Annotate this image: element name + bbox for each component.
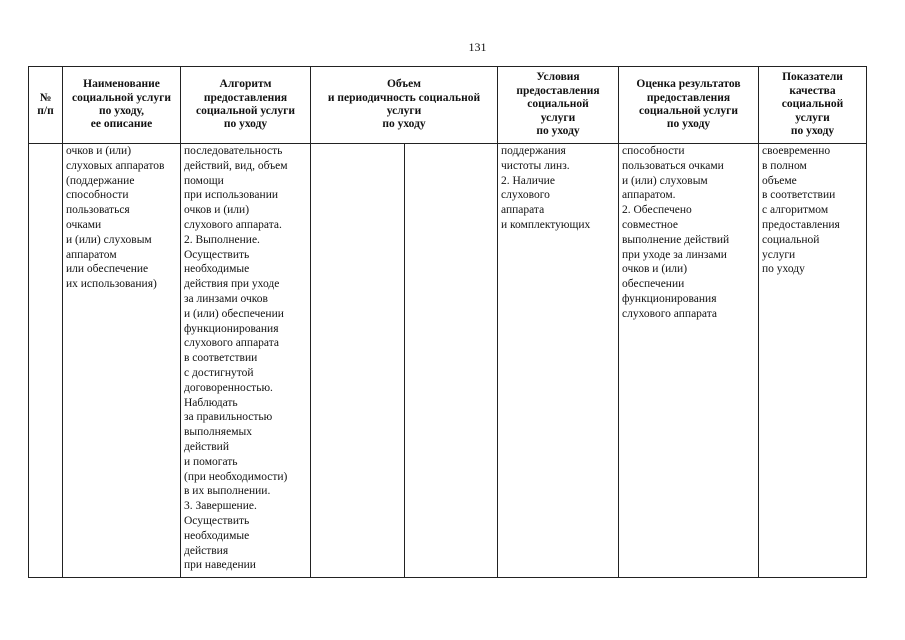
cell-service-name: очков и (или) слуховых аппаратов (поддержание способности пользоваться очками и (или) слуховым аппаратом или обеспечение их использования) [63, 144, 181, 578]
header-quality: Показатели качества социальной услуги по уходу [759, 67, 867, 144]
page-number: 131 [468, 40, 487, 54]
header-algorithm: Алгоритм предоставления социальной услуги по уходу [181, 67, 311, 144]
table-header-row [29, 67, 867, 144]
services-table [28, 66, 867, 578]
header-volume-periodicity: Объем и периодичность социальной услуги по уходу [311, 67, 498, 144]
cell-evaluation: способности пользоваться очками и (или) слуховым аппаратом. 2. Обеспечено совместное выполнение действий при уходе за линзами очков и (или) обеспечении функционирования слухового аппарата [619, 144, 759, 578]
header-evaluation: Оценка результатов предоставления социальной услуги по уходу [619, 67, 759, 144]
cell-algorithm: последовательность действий, вид, объем помощи при использовании очков и (или) слухового аппарата. 2. Выполнение. Осуществить необходимые действия при уходе за линзами очков и (или) обеспечении функционирования слухового аппарата в соответствии с достигнутой договоренностью. Наблюдать за правильностью выполняемых действий и помогать (при необходимости) в их выполнении. 3. Завершение. Осуществить необходимые действия при наведении [181, 144, 311, 578]
table-row [29, 144, 867, 578]
cell-quality: своевременно в полном объеме в соответствии с алгоритмом предоставления социальной услуги по уходу [759, 144, 867, 578]
cell-periodicity [405, 144, 498, 578]
header-service-name: Наименование социальной услуги по уходу, ее описание [63, 67, 181, 144]
header-number: № п/п [29, 67, 63, 144]
cell-volume [311, 144, 405, 578]
cell-conditions: поддержания чистоты линз. 2. Наличие слухового аппарата и комплектующих [498, 144, 619, 578]
header-conditions: Условия предоставления социальной услуги по уходу [498, 67, 619, 144]
cell-number [29, 144, 63, 578]
